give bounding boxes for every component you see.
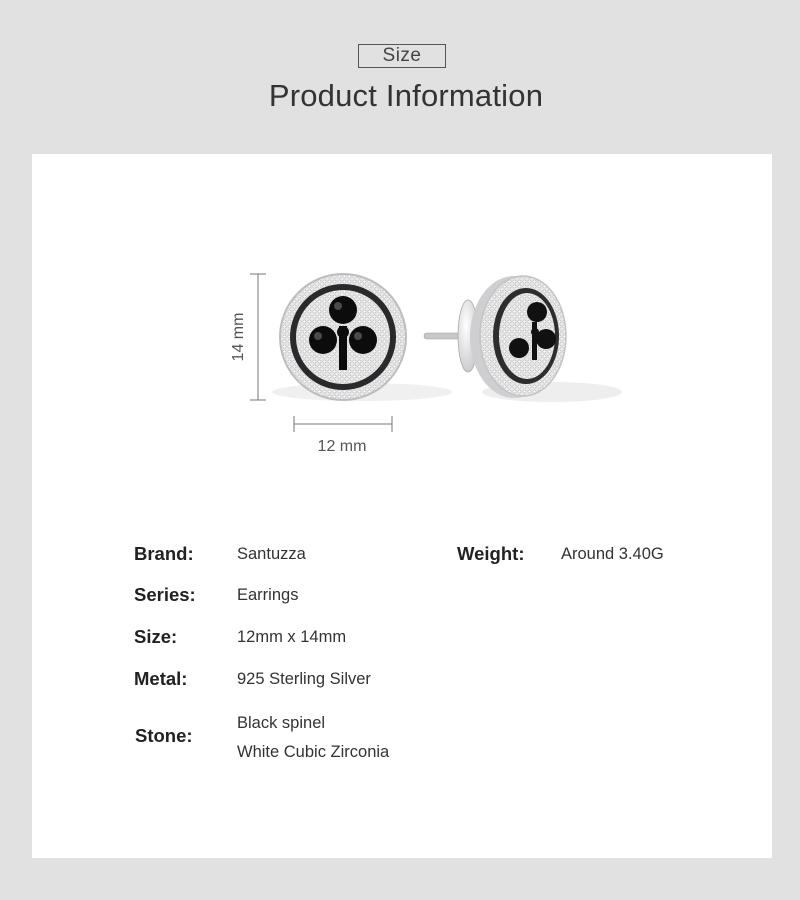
size-value: 12mm x 14mm <box>237 628 347 646</box>
earrings-illustration <box>32 154 772 484</box>
page-title: Product Information <box>268 78 544 113</box>
height-dimension-label: 14 mm <box>230 312 247 362</box>
brand-value: Santuzza <box>237 545 306 563</box>
product-info-card <box>32 154 772 858</box>
stone-value-1: Black spinel <box>237 714 326 732</box>
weight-label: Weight: <box>457 543 525 564</box>
series-label: Series: <box>134 584 196 605</box>
series-value: Earrings <box>237 586 299 604</box>
size-label: Size: <box>134 626 178 647</box>
earring-back-icon <box>424 276 622 402</box>
width-dimension-line <box>294 416 392 432</box>
height-dimension-line <box>250 274 266 400</box>
stone-label: Stone: <box>135 725 193 746</box>
weight-value: Around 3.40G <box>561 545 664 563</box>
stone-value-2: White Cubic Zirconia <box>237 743 390 761</box>
metal-label: Metal: <box>134 668 188 689</box>
metal-value: 925 Sterling Silver <box>237 670 371 688</box>
width-dimension-label: 12 mm <box>317 438 367 455</box>
brand-label: Brand: <box>134 543 194 564</box>
size-tag: Size <box>358 44 446 68</box>
